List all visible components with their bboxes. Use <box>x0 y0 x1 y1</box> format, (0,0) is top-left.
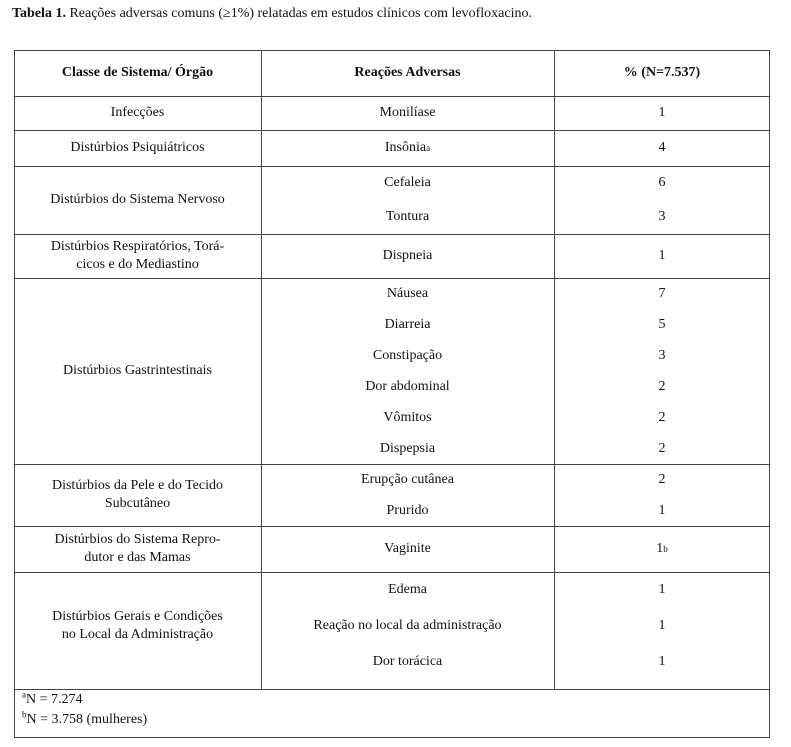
percent-cell: 2 <box>658 409 666 425</box>
reaction-cell: Edema <box>388 582 427 597</box>
percent-cell: 2 <box>658 378 666 394</box>
footnote-b: $^b$N = 3.758 (mulheres) <box>22 709 148 727</box>
percent-cell: 1 <box>658 105 666 120</box>
percent-cell: 1 <box>658 502 666 518</box>
reaction-cell: Dispneia <box>382 248 433 263</box>
column-header: % (N=7.537) <box>623 65 701 80</box>
percent-cell: 3 <box>658 209 666 224</box>
percent-cell: 7 <box>658 285 666 301</box>
percent-cell: 1 <box>658 248 666 263</box>
percent-cell: 2 <box>658 471 666 487</box>
organ-class-cell: Distúrbios do Sistema Nervoso <box>50 192 225 207</box>
column-header: Classe de Sistema/ Órgão <box>61 65 214 80</box>
reaction-cell: Vômitos <box>383 409 432 425</box>
reaction-cell: Insônia a <box>384 140 431 155</box>
reaction-cell: Diarreia <box>384 316 431 332</box>
organ-class-cell: Distúrbios Psiquiátricos <box>70 140 205 155</box>
percent-cell: 4 <box>658 140 666 155</box>
reaction-cell: Erupção cutânea <box>361 471 454 487</box>
reaction-cell: Tontura <box>385 209 430 224</box>
percent-cell: 1 b <box>656 541 668 556</box>
reaction-cell: Vaginite <box>384 541 431 556</box>
table-caption <box>12 6 532 22</box>
reaction-cell: Dor torácica <box>372 654 443 669</box>
reaction-cell: Reação no local da administração <box>313 618 502 633</box>
column-header: Reações Adversas <box>354 65 461 80</box>
organ-class-cell: Distúrbios do Sistema Repro- dutor e das Mamas <box>54 532 221 565</box>
caption-label: Tabela 1. <box>12 6 66 21</box>
percent-cell: 5 <box>658 316 666 332</box>
percent-cell: 6 <box>658 175 666 190</box>
reaction-cell: Prurido <box>386 502 429 518</box>
percent-cell: 1 <box>658 582 666 597</box>
organ-class-cell: Distúrbios Gastrintestinais <box>63 363 212 378</box>
percent-cell: 1 <box>658 618 666 633</box>
percent-cell: 2 <box>658 440 666 456</box>
percent-cell: 1 <box>658 654 666 669</box>
reaction-cell: Dor abdominal <box>365 378 450 394</box>
organ-class-cell: Infecções <box>110 105 165 120</box>
reaction-cell: Dispepsia <box>379 440 436 456</box>
footnote-a: $^a$N = 7.274 <box>22 689 83 707</box>
reaction-cell: Cefaleia <box>384 175 431 190</box>
percent-cell: 3 <box>658 347 666 363</box>
caption-text: Reações adversas comuns (≥1%) relatadas em estudos clínicos com levofloxacino. <box>65 6 532 21</box>
organ-class-cell: Distúrbios Respiratórios, Torá- cicos e do Mediastino <box>50 239 225 272</box>
reaction-cell: Náusea <box>386 285 429 301</box>
reaction-cell: Constipação <box>372 347 443 363</box>
organ-class-cell: Distúrbios da Pele e do Tecido Subcutâneo <box>51 478 223 511</box>
table-footnotes <box>22 690 147 730</box>
reaction-cell: Monilíase <box>379 105 436 120</box>
organ-class-cell: Distúrbios Gerais e Condições no Local da Administração <box>52 609 223 642</box>
